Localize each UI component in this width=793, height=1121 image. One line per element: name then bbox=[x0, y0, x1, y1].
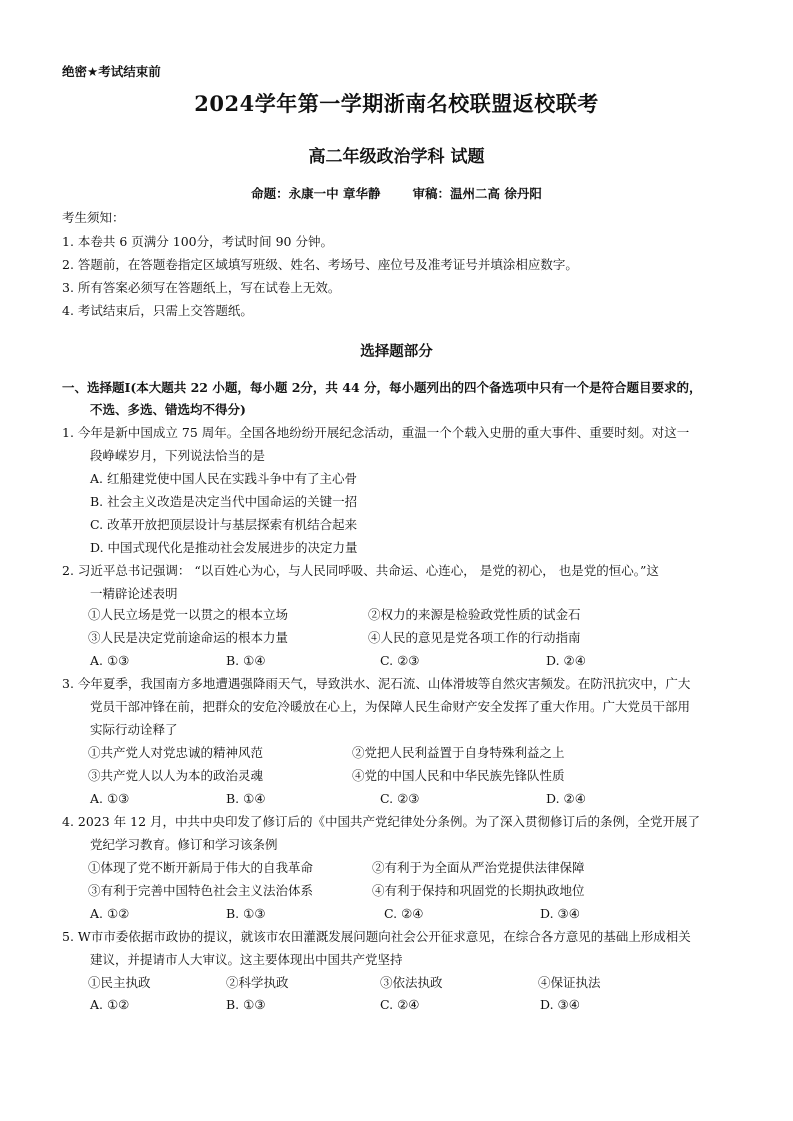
section-title: 选择题部分 bbox=[360, 343, 433, 360]
question-3-statement-3: ③共产党人以人为本的政治灵魂 bbox=[88, 768, 264, 783]
question-1-option-d: D. 中国式现代化是推动社会发展进步的决定力量 bbox=[90, 540, 358, 555]
question-5-statement-2: ②科学执政 bbox=[226, 975, 289, 990]
part-instructions-cont: 不选、多选、错选均不得分) bbox=[90, 402, 246, 417]
question-3-statement-4: ④党的中国人民和中华民族先锋队性质 bbox=[352, 768, 565, 783]
question-4-choice-b: B. ①③ bbox=[226, 906, 266, 921]
question-2-stem: 2. 习近平总书记强调： “以百姓心为心，与人民同呼吸、共命运、心连心， 是党的初心， 也是党的恒心。”这 bbox=[62, 563, 659, 578]
notice-item: 4. 考试结束后，只需上交答题纸。 bbox=[62, 303, 253, 318]
question-4-statement-3: ③有利于完善中国特色社会主义法治体系 bbox=[88, 883, 314, 898]
notice-item: 2. 答题前，在答题卷指定区域填写班级、姓名、考场号、座位号及准考证号并填涂相应数字。 bbox=[62, 257, 578, 272]
part-instructions: 一、选择题Ⅰ(本大题共 22 小题，每小题 2分，共 44 分，每小题列出的四个备选项中只有一个是符合题目要求的， bbox=[62, 380, 702, 395]
question-4-statement-1: ①体现了党不断开新局于伟大的自我革命 bbox=[88, 860, 314, 875]
question-1-option-b: B. 社会主义改造是决定当代中国命运的关键一招 bbox=[90, 494, 358, 509]
question-1-stem-cont: 段峥嵘岁月，下列说法恰当的是 bbox=[90, 448, 266, 463]
question-4-statement-4: ④有利于保持和巩固党的长期执政地位 bbox=[372, 883, 585, 898]
question-3-choice-b: B. ①④ bbox=[226, 791, 266, 806]
question-2-choice-b: B. ①④ bbox=[226, 653, 266, 668]
question-5-statement-3: ③依法执政 bbox=[380, 975, 443, 990]
exam-subtitle: 高二年级政治学科 试题 bbox=[308, 147, 485, 167]
question-4-stem: 4. 2023 年 12 月，中共中央印发了修订后的《中国共产党纪律处分条例。为了深入贯彻修订后的条例，全党开展了 bbox=[62, 814, 701, 829]
question-1-option-c: C. 改革开放把顶层设计与基层探索有机结合起来 bbox=[90, 517, 358, 532]
question-1-option-a: A. 红船建党使中国人民在实践斗争中有了主心骨 bbox=[90, 471, 357, 486]
question-2-choice-c: C. ②③ bbox=[380, 653, 420, 668]
author-reviewer: 审稿：温州二高 徐丹阳 bbox=[412, 186, 542, 201]
notice-item: 1. 本卷共 6 页满分 100分，考试时间 90 分钟。 bbox=[62, 234, 333, 249]
question-3-stem-cont: 党员干部冲锋在前，把群众的安危冷暖放在心上，为保障人民生命财产安全发挥了重大作用。广大党员干部用 bbox=[90, 699, 691, 714]
question-2-choice-a: A. ①③ bbox=[90, 653, 130, 668]
notice-heading: 考生须知： bbox=[62, 210, 125, 225]
question-2-statement-3: ③人民是决定党前途命运的根本力量 bbox=[88, 630, 289, 645]
question-5-statement-1: ①民主执政 bbox=[88, 975, 151, 990]
question-4-choice-c: C. ②④ bbox=[384, 906, 424, 921]
question-3-stem-cont: 实际行动诠释了 bbox=[90, 722, 178, 737]
question-2-statement-1: ①人民立场是党一以贯之的根本立场 bbox=[88, 607, 289, 622]
question-3-stem: 3. 今年夏季，我国南方多地遭遇强降雨天气，导致洪水、泥石流、山体滑坡等自然灾害频发。在防汛抗灾中，广大 bbox=[62, 676, 691, 691]
question-5-stem: 5. W市市委依据市政协的提议，就该市农田灌溉发展问题向社会公开征求意见，在综合各方意见的基础上形成相关 bbox=[62, 929, 691, 944]
question-1-stem: 1. 今年是新中国成立 75 周年。全国各地纷纷开展纪念活动，重温一个个载入史册的重大事件、重要时刻。对这一 bbox=[62, 425, 690, 440]
question-2-statement-2: ②权力的来源是检验政党性质的试金石 bbox=[368, 607, 581, 622]
question-5-choice-d: D. ③④ bbox=[540, 997, 580, 1012]
notice-item: 3. 所有答案必须写在答题纸上，写在试卷上无效。 bbox=[62, 280, 341, 295]
question-5-choice-b: B. ①③ bbox=[226, 997, 266, 1012]
question-4-choice-a: A. ①② bbox=[90, 906, 130, 921]
question-5-choice-a: A. ①② bbox=[90, 997, 130, 1012]
question-5-stem-cont: 建议，并提请市人大审议。这主要体现出中国共产党坚持 bbox=[90, 952, 403, 967]
authors-line bbox=[0, 184, 793, 202]
question-3-statement-1: ①共产党人对党忠诚的精神风范 bbox=[88, 745, 264, 760]
question-3-choice-d: D. ②④ bbox=[546, 791, 586, 806]
confidential-label: 绝密★考试结束前 bbox=[62, 64, 161, 79]
question-2-stem-cont: 一精辟论述表明 bbox=[90, 586, 178, 601]
author-setter: 命题：永康一中 章华静 bbox=[251, 186, 381, 201]
question-5-statement-4: ④保证执法 bbox=[538, 975, 601, 990]
question-4-choice-d: D. ③④ bbox=[540, 906, 580, 921]
exam-title: 2024学年第一学期浙南名校联盟返校联考 bbox=[194, 91, 599, 116]
question-4-statement-2: ②有利于为全面从严治党提供法律保障 bbox=[372, 860, 585, 875]
question-3-statement-2: ②党把人民利益置于自身特殊利益之上 bbox=[352, 745, 565, 760]
question-3-choice-a: A. ①③ bbox=[90, 791, 130, 806]
question-2-choice-d: D. ②④ bbox=[546, 653, 586, 668]
question-4-stem-cont: 党纪学习教育。修订和学习该条例 bbox=[90, 837, 278, 852]
question-5-choice-c: C. ②④ bbox=[380, 997, 420, 1012]
question-3-choice-c: C. ②③ bbox=[380, 791, 420, 806]
question-2-statement-4: ④人民的意见是党各项工作的行动指南 bbox=[368, 630, 581, 645]
